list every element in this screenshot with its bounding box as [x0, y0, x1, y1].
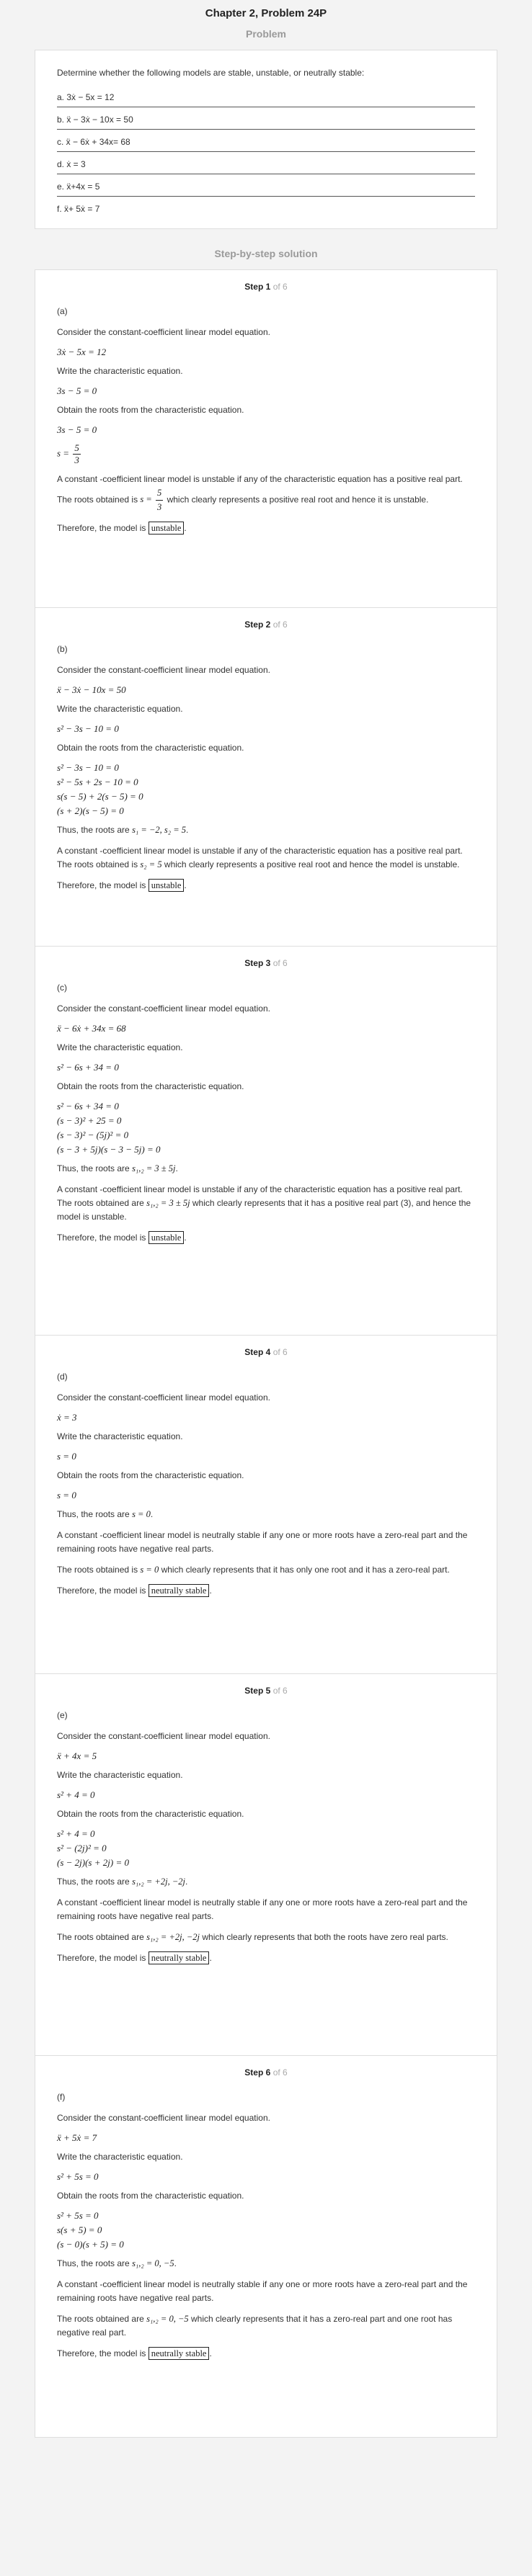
step-header: Step 6 of 6	[244, 2067, 288, 2078]
step-4: Step 4 of 6 (d) Consider the constant-coefficient linear model equation. ẋ = 3 Write the characteristic equation. s = 0 Obtain the roots from the characteristic equation. s = 0 Thus, the roots are s = 0. A constant -coefficient linear model is neutrally stable if any one or more roots have a zero-real part and the remaining roots have negative real parts. The roots obtained is s = 0 which clearly represents that it has only one root and it has a zero-real part. Therefore, the model is neutrally stable .	[35, 1336, 497, 1674]
step-header: Step 3 of 6	[244, 958, 288, 968]
step-header: Step 5 of 6	[244, 1686, 288, 1696]
rule: A constant -coefficient linear model is neutrally stable if any one or more roots have a zero-real part and the remaining roots have negative real parts.	[57, 2279, 468, 2303]
part-label: (f)	[57, 2092, 66, 2102]
explanation: A constant -coefficient linear model is unstable if any of the characteristic equation has a positive real part. The roots obtained is s = $\frac{5}{3}$ which clearly represents a positive real root and hence it is unstable.	[57, 474, 463, 512]
verdict-line: Therefore, the model is neutrally stable .	[57, 2348, 212, 2358]
explanation: A constant -coefficient linear model is unstable if any of the characteristic equation has a positive real part. The roots obtained are s₁,₂ = 3 ± 5j which clearly represents that it has a positive real part (3), and hence the model is unstable.	[57, 1184, 471, 1222]
model-equation: ẍ − 3ẋ − 10x = 50	[57, 684, 126, 695]
problem-heading: Problem	[245, 28, 286, 40]
step-header: Step 1 of 6	[244, 282, 288, 292]
problem-list	[57, 85, 475, 218]
part-label: (e)	[57, 1710, 68, 1720]
roots-line: Thus, the roots are s₁,₂ = 3 ± 5j.	[57, 1163, 178, 1173]
verdict-box: neutrally stable	[148, 2347, 210, 2360]
step-5: Step 5 of 6 (e) Consider the constant-coefficient linear model equation. ẍ + 4x = 5 Write the characteristic equation. s² + 4 = 0 Obtain the roots from the characteristic equation. s² + 4 = 0 s² − (2j)² = 0 (s − 2j)(s + 2j) = 0 Thus, the roots are s₁,₂ = +2j, −2j. A constant -coefficient linear model is neutrally stable if any one or more roots have a zero-real part and the remaining roots have negative real parts. The roots obtained are s₁,₂ = +2j, −2j which clearly represents that both the roots have zero real parts. Therefore, the model is neutrally stable .	[35, 1674, 497, 2056]
root-work: s² − 3s − 10 = 0 s² − 5s + 2s − 10 = 0 s(s − 5) + 2(s − 5) = 0 (s + 2)(s − 5) = 0	[57, 762, 143, 816]
model-equation: ẍ + 5ẋ = 7	[57, 2132, 97, 2143]
verdict-line: Therefore, the model is neutrally stable .	[57, 1953, 212, 1963]
characteristic-equation: s² + 4 = 0	[57, 1789, 95, 1800]
root-result: s = $\frac{5}{3}$	[57, 442, 79, 465]
step-2: Step 2 of 6 (b) Consider the constant-coefficient linear model equation. ẍ − 3ẋ − 10x = 50 Write the characteristic equation. s² − 3s − 10 = 0 Obtain the roots from the characteristic equation. s² − 3s − 10 = 0 s² − 5s + 2s − 10 = 0 s(s − 5) + 2(s − 5) = 0 (s + 2)(s − 5) = 0 Thus, the roots are s₁ = −2, s₂ = 5. A constant -coefficient linear model is unstable if any of the characteristic equation has a positive real part. The roots obtained is s₂ = 5 which clearly represents a positive real root and hence the model is unstable. Therefore, the model is unstable .	[35, 608, 497, 947]
solution-heading: Step-by-step solution	[214, 248, 318, 259]
chapter-title: Chapter 2, Problem 24P	[205, 7, 327, 19]
characteristic-equation: s² + 5s = 0	[57, 2171, 99, 2182]
roots-line: Thus, the roots are s₁,₂ = +2j, −2j.	[57, 1877, 188, 1887]
verdict-line: Therefore, the model is unstable .	[57, 523, 187, 533]
root-work-line: s = 0	[57, 1490, 76, 1501]
characteristic-equation: s = 0	[57, 1451, 76, 1462]
roots-line: Thus, the roots are s = 0.	[57, 1509, 154, 1519]
rule: A constant -coefficient linear model is neutrally stable if any one or more roots have a zero-real part and the remaining roots have negative real parts.	[57, 1530, 468, 1554]
root-work: s² + 5s = 0 s(s + 5) = 0 (s − 0)(s + 5) = 0	[57, 2210, 124, 2250]
step-6: Step 6 of 6 (f) Consider the constant-coefficient linear model equation. ẍ + 5ẋ = 7 Write the characteristic equation. s² + 5s = 0 Obtain the roots from the characteristic equation. s² + 5s = 0 s(s + 5) = 0 (s − 0)(s + 5) = 0 Thus, the roots are s₁,₂ = 0, −5. A constant -coefficient linear model is neutrally stable if any one or more roots have a zero-real part and the remaining roots have negative real parts. The roots obtained are s₁,₂ = 0, −5 which clearly represents that it has a zero-real part and one root has negative real part. Therefore, the model is neutrally stable .	[35, 2056, 497, 2438]
rule: A constant -coefficient linear model is neutrally stable if any one or more roots have a zero-real part and the remaining roots have negative real parts.	[57, 1897, 468, 1921]
verdict-box: unstable	[148, 879, 185, 892]
step-1: Step 1 of 6 (a) Consider the constant-coefficient linear model equation. 3ẋ − 5x = 12 Write the characteristic equation. 3s − 5 = 0 Obtain the roots from the characteristic equation. 3s − 5 = 0 s = $\frac{5}{3}$ A constant -coefficient linear model is unstable if any of the characteristic equation has a positive real part. The roots obtained is s = $\frac{5}{3}$ which clearly represents a positive real root and hence it is unstable. Therefore, the model is unstable .	[35, 269, 497, 608]
problem-item: a. 3ẋ − 5x = 12	[57, 85, 475, 107]
problem-item: b. ẍ − 3ẋ − 10x = 50	[57, 107, 475, 130]
verdict-box: neutrally stable	[148, 1951, 210, 1964]
problem-item: c. ẍ − 6ẋ + 34x= 68	[57, 130, 475, 152]
root-work: s² − 6s + 34 = 0 (s − 3)² + 25 = 0 (s − 3)² − (5j)² = 0 (s − 3 + 5j)(s − 3 − 5j) = 0	[57, 1101, 161, 1155]
part-label: (a)	[57, 306, 68, 316]
fraction: $\frac{5}{3}$	[74, 442, 79, 465]
root-work-line: 3s − 5 = 0	[57, 424, 97, 435]
problem-intro: Determine whether the following models are stable, unstable, or neutrally stable:	[57, 68, 365, 78]
roots-line: Thus, the roots are s₁,₂ = 0, −5.	[57, 2258, 177, 2268]
model-equation: ẋ = 3	[57, 1412, 77, 1423]
problem-item: d. ẋ = 3	[57, 152, 475, 174]
explanation: A constant -coefficient linear model is unstable if any of the characteristic equation has a positive real part. The roots obtained is s₂ = 5 which clearly represents a positive real root and hence the model is unstable.	[57, 846, 463, 869]
verdict-box: neutrally stable	[148, 1584, 210, 1597]
part-label: (c)	[57, 983, 67, 993]
verdict-box: unstable	[148, 1231, 185, 1244]
step-header: Step 4 of 6	[244, 1347, 288, 1357]
part-label: (d)	[57, 1372, 68, 1382]
step-3: Step 3 of 6 (c) Consider the constant-coefficient linear model equation. ẍ − 6ẋ + 34x = 68 Write the characteristic equation. s² − 6s + 34 = 0 Obtain the roots from the characteristic equation. s² − 6s + 34 = 0 (s − 3)² + 25 = 0 (s − 3)² − (5j)² = 0 (s − 3 + 5j)(s − 3 − 5j) = 0 Thus, the roots are s₁,₂ = 3 ± 5j. A constant -coefficient linear model is unstable if any of the characteristic equation has a positive real part. The roots obtained are s₁,₂ = 3 ± 5j which clearly represents that it has a positive real part (3), and hence the model is unstable. Therefore, the model is unstable .	[35, 947, 497, 1336]
step-header: Step 2 of 6	[244, 620, 288, 630]
problem-card	[35, 50, 497, 229]
problem-item: e. ẍ+4x = 5	[57, 174, 475, 197]
characteristic-equation: 3s − 5 = 0	[57, 385, 97, 396]
verdict-line: Therefore, the model is unstable .	[57, 880, 187, 890]
roots-line: Thus, the roots are s₁ = −2, s₂ = 5.	[57, 825, 189, 835]
explanation: The roots obtained are s₁,₂ = 0, −5 which clearly represents that it has a zero-real part and one root has negative real part.	[57, 2314, 453, 2338]
verdict-line: Therefore, the model is unstable .	[57, 1233, 187, 1243]
problem-item: f. ẍ+ 5ẋ = 7	[57, 204, 100, 214]
characteristic-equation: s² − 6s + 34 = 0	[57, 1062, 119, 1073]
verdict-line: Therefore, the model is neutrally stable .	[57, 1586, 212, 1596]
explanation: The roots obtained are s₁,₂ = +2j, −2j which clearly represents that both the roots have zero real parts.	[57, 1932, 448, 1942]
verdict-box: unstable	[148, 522, 185, 535]
characteristic-equation: s² − 3s − 10 = 0	[57, 723, 119, 734]
model-equation: ẍ − 6ẋ + 34x = 68	[57, 1023, 126, 1034]
root-work: s² + 4 = 0 s² − (2j)² = 0 (s − 2j)(s + 2j) = 0	[57, 1828, 129, 1868]
model-equation: 3ẋ − 5x = 12	[57, 346, 107, 357]
part-label: (b)	[57, 644, 68, 654]
explanation: The roots obtained is s = 0 which clearly represents that it has only one root and it has a zero-real part.	[57, 1565, 450, 1575]
model-equation: ẍ + 4x = 5	[57, 1750, 97, 1761]
